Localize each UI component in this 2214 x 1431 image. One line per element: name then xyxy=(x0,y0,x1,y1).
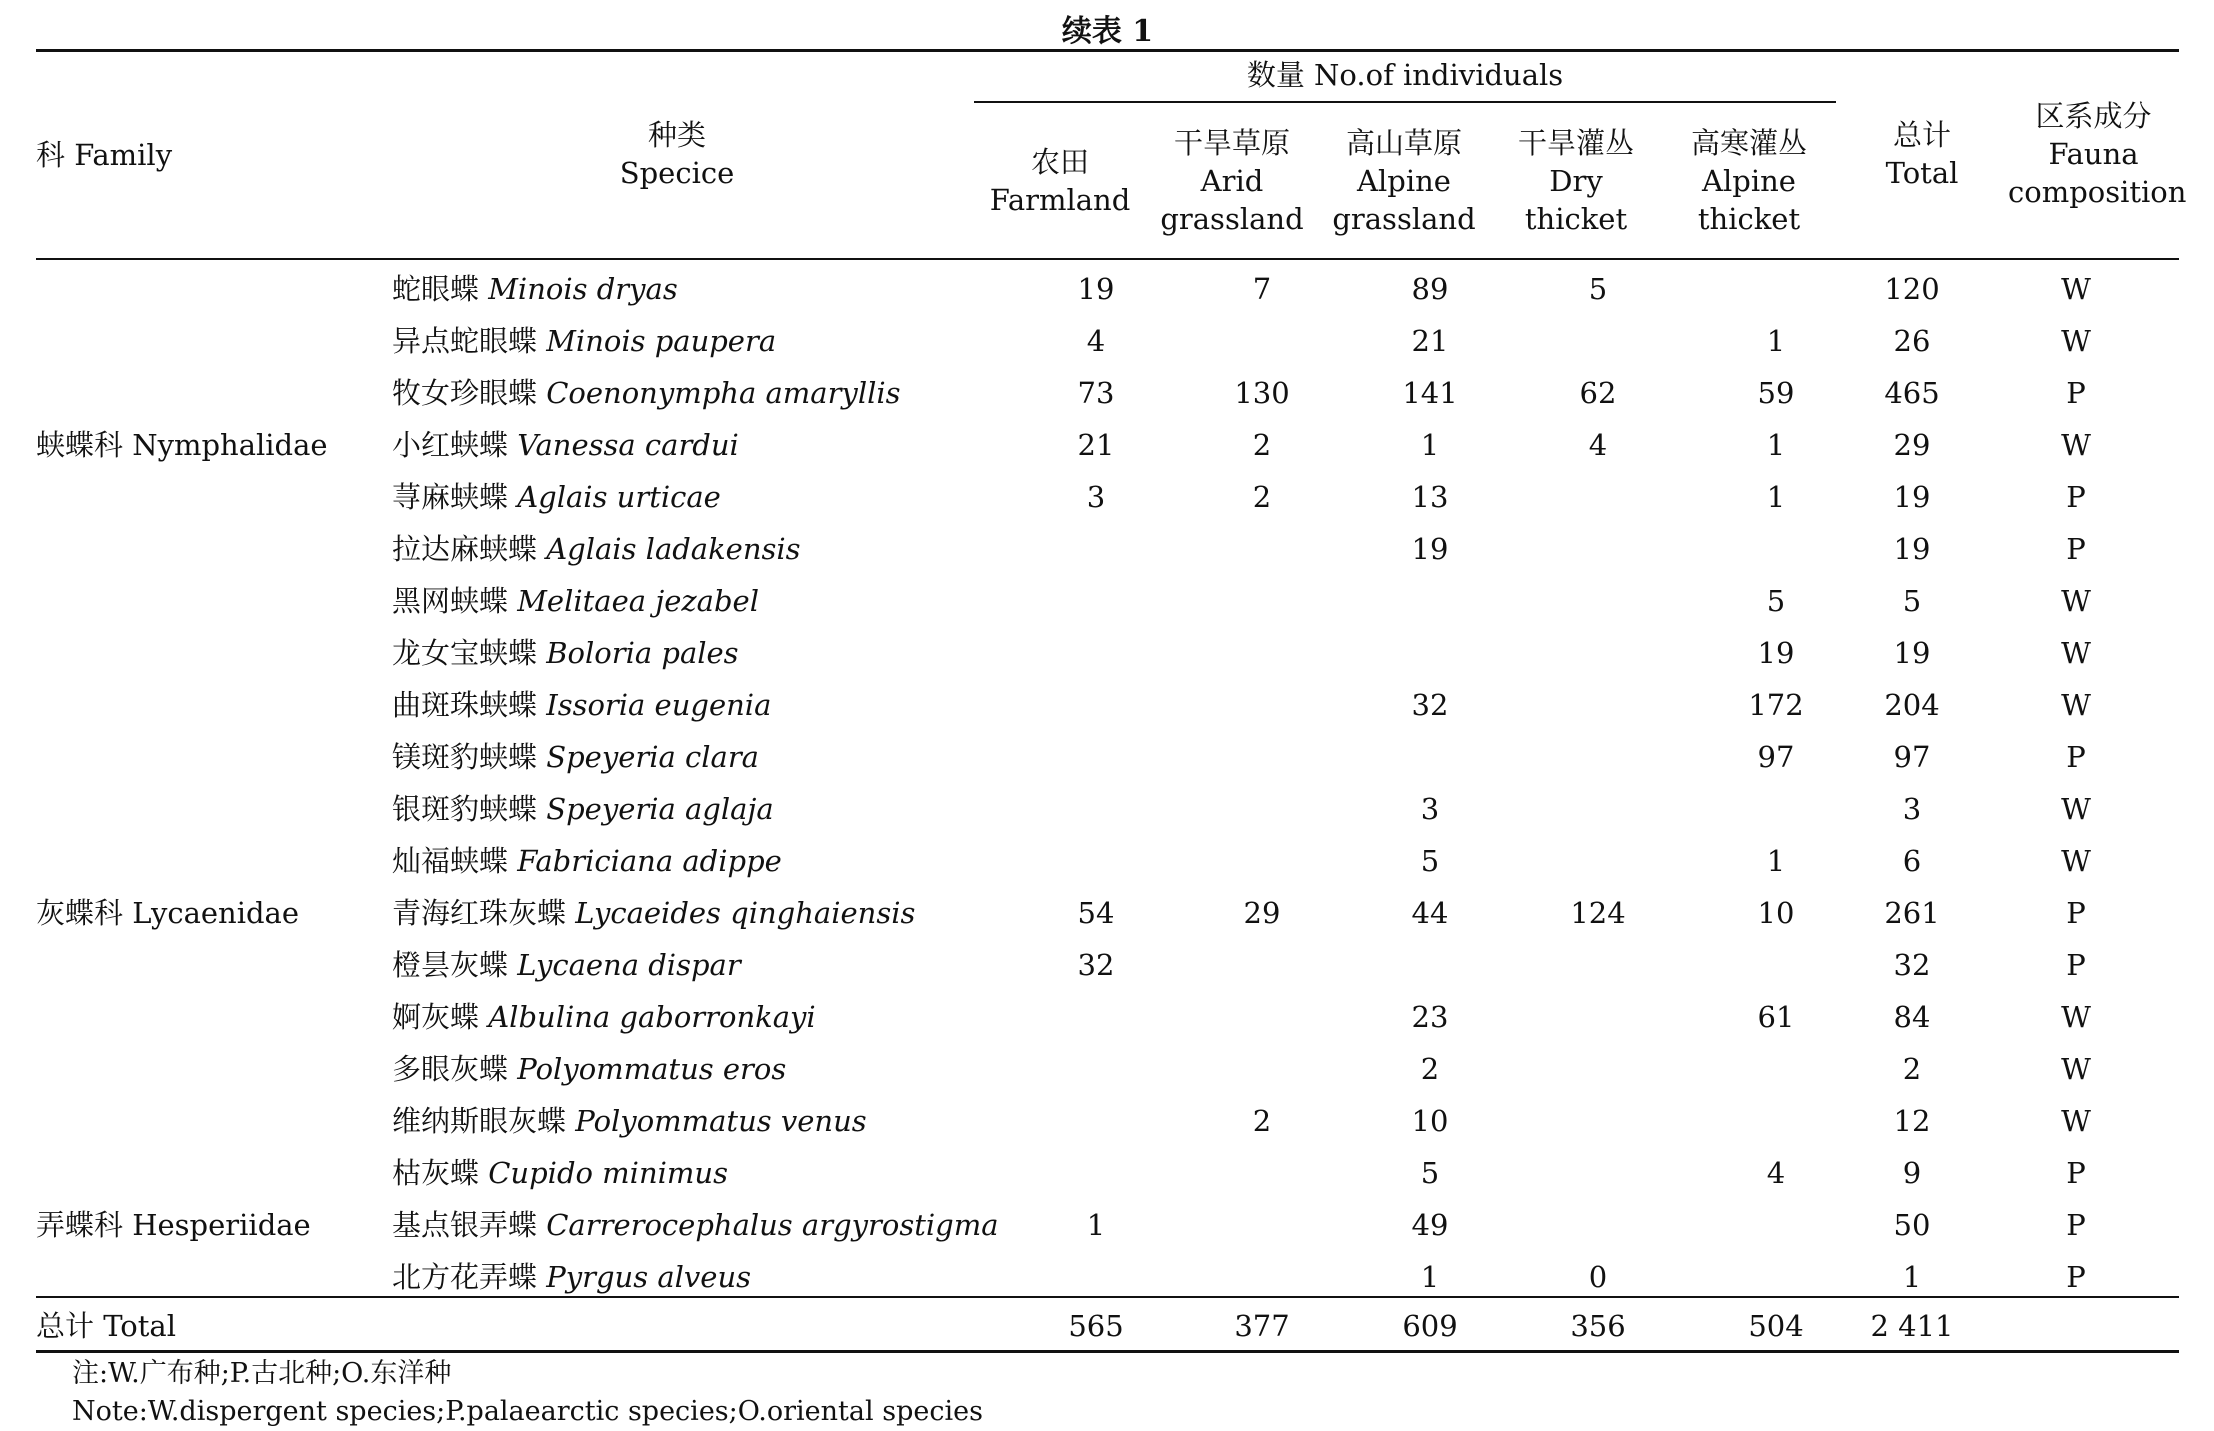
fauna-cell: P xyxy=(2066,948,2086,982)
total-cell: 1 xyxy=(1902,1260,1922,1294)
table-row xyxy=(36,627,2179,679)
fauna-cell: P xyxy=(2066,1260,2086,1294)
table-page xyxy=(36,0,2187,1428)
count-cell xyxy=(1716,263,1836,315)
count-cell xyxy=(1036,1251,1156,1303)
count-cell: 141 xyxy=(1402,376,1458,410)
species-name xyxy=(392,523,801,575)
fauna-cell: W xyxy=(2061,1000,2091,1034)
count-cell xyxy=(1538,315,1658,367)
species-header xyxy=(392,116,962,192)
count-cell: 10 xyxy=(1757,896,1795,930)
species-cn: 黑网蛱蝶 xyxy=(392,584,509,618)
count-cell xyxy=(1538,471,1658,523)
count-cell xyxy=(1202,1147,1322,1199)
count-cell: 32 xyxy=(1411,688,1449,722)
count-cell xyxy=(1202,835,1322,887)
total-cell: 204 xyxy=(1884,688,1940,722)
species-name xyxy=(392,679,771,731)
table-row xyxy=(36,1095,2179,1147)
count-cell: 172 xyxy=(1748,688,1804,722)
count-cell xyxy=(1036,679,1156,731)
table-row xyxy=(36,1199,2179,1251)
species-name xyxy=(392,1199,999,1251)
family-label: 弄蝶科 Hesperiidae xyxy=(36,1208,311,1242)
count-cell xyxy=(1202,1043,1322,1095)
total-count-cell: 609 xyxy=(1402,1309,1458,1343)
fauna-cell: P xyxy=(2066,376,2086,410)
individuals-group-header: 数量 No.of individuals xyxy=(1246,58,1564,92)
total-cell: 6 xyxy=(1902,844,1922,878)
count-cell: 21 xyxy=(1077,428,1115,462)
fauna-cell: P xyxy=(2066,480,2086,514)
count-cell: 130 xyxy=(1234,376,1290,410)
col-header-alpine-thicket: 高寒灌丛 Alpine thicket xyxy=(1690,126,1807,236)
count-cell xyxy=(1202,575,1322,627)
species-name xyxy=(392,367,901,419)
table-row xyxy=(36,835,2179,887)
total-row xyxy=(36,1300,2179,1352)
fauna-cell: W xyxy=(2061,844,2091,878)
species-latin: Albulina gaborronkayi xyxy=(488,1000,816,1034)
fauna-cell: W xyxy=(2061,584,2091,618)
total-cell: 3 xyxy=(1902,792,1922,826)
count-cell xyxy=(1202,939,1322,991)
count-cell: 4 xyxy=(1766,1156,1786,1190)
count-cell xyxy=(1370,627,1490,679)
table-row xyxy=(36,939,2179,991)
species-name xyxy=(392,1251,751,1303)
total-cell: 97 xyxy=(1893,740,1931,774)
count-cell: 32 xyxy=(1077,948,1115,982)
count-cell xyxy=(1716,1199,1836,1251)
fauna-cell: P xyxy=(2066,896,2086,930)
total-cell: 465 xyxy=(1884,376,1940,410)
count-cell: 19 xyxy=(1077,272,1115,306)
species-cn: 基点银弄蝶 xyxy=(392,1208,538,1242)
count-cell xyxy=(1538,783,1658,835)
species-latin: Minois dryas xyxy=(488,272,678,306)
count-cell xyxy=(1538,627,1658,679)
total-count-cell: 504 xyxy=(1748,1309,1804,1343)
species-name xyxy=(392,575,759,627)
fauna-cell: W xyxy=(2061,688,2091,722)
count-cell xyxy=(1538,939,1658,991)
fauna-cell: P xyxy=(2066,532,2086,566)
fauna-cell: W xyxy=(2061,636,2091,670)
table-row xyxy=(36,471,2179,523)
species-cn: 银斑豹蛱蝶 xyxy=(392,792,538,826)
count-cell xyxy=(1202,783,1322,835)
species-cn: 婀灰蝶 xyxy=(392,1000,480,1034)
species-cn: 异点蛇眼蝶 xyxy=(392,324,538,358)
group-subrule xyxy=(974,101,1836,103)
count-cell xyxy=(1202,315,1322,367)
fauna-cell: W xyxy=(2061,272,2091,306)
count-cell: 2 xyxy=(1252,428,1272,462)
count-cell: 5 xyxy=(1766,584,1786,618)
fauna-cell: W xyxy=(2061,1052,2091,1086)
fauna-cell: W xyxy=(2061,1104,2091,1138)
count-cell: 89 xyxy=(1411,272,1449,306)
species-name xyxy=(392,315,776,367)
species-cn: 曲斑珠蛱蝶 xyxy=(392,688,538,722)
table-row xyxy=(36,679,2179,731)
count-cell xyxy=(1036,835,1156,887)
count-cell xyxy=(1202,1251,1322,1303)
count-cell xyxy=(1538,1147,1658,1199)
species-latin: Boloria pales xyxy=(546,636,739,670)
species-header-en: Specice xyxy=(619,156,735,190)
count-cell xyxy=(1036,991,1156,1043)
table-row xyxy=(36,991,2179,1043)
count-cell: 1 xyxy=(1766,480,1786,514)
species-cn: 多眼灰蝶 xyxy=(392,1052,509,1086)
count-cell xyxy=(1538,1199,1658,1251)
total-cell: 19 xyxy=(1893,480,1931,514)
count-cell: 54 xyxy=(1077,896,1115,930)
count-cell: 3 xyxy=(1086,480,1106,514)
count-cell xyxy=(1538,1043,1658,1095)
count-cell: 1 xyxy=(1420,428,1440,462)
total-cell: 19 xyxy=(1893,532,1931,566)
count-cell xyxy=(1370,731,1490,783)
total-cell: 12 xyxy=(1893,1104,1931,1138)
species-name xyxy=(392,783,774,835)
species-header-cn: 种类 xyxy=(647,118,706,152)
count-cell xyxy=(1716,783,1836,835)
count-cell xyxy=(1036,1043,1156,1095)
table-row xyxy=(36,263,2179,315)
count-cell: 1 xyxy=(1766,324,1786,358)
species-cn: 青海红珠灰蝶 xyxy=(392,896,567,930)
species-name xyxy=(392,419,739,471)
table-row xyxy=(36,1043,2179,1095)
count-cell xyxy=(1036,1147,1156,1199)
count-cell: 3 xyxy=(1420,792,1440,826)
species-latin: Minois paupera xyxy=(546,324,777,358)
header-rule xyxy=(36,258,2179,260)
species-cn: 灿福蛱蝶 xyxy=(392,844,509,878)
count-cell xyxy=(1202,991,1322,1043)
table-row xyxy=(36,783,2179,835)
species-latin: Aglais ladakensis xyxy=(546,532,801,566)
table-notes xyxy=(72,1355,983,1431)
col-header-dry-thicket: 干旱灌丛 Dry thicket xyxy=(1517,126,1634,236)
species-name xyxy=(392,887,915,939)
table-row xyxy=(36,419,2179,471)
species-latin: Speyeria clara xyxy=(546,740,759,774)
fauna-cell: P xyxy=(2066,1208,2086,1242)
col-header-alpine-grassland: 高山草原 Alpine grassland xyxy=(1332,126,1476,236)
total-row-label: 总计 Total xyxy=(36,1309,176,1343)
count-cell xyxy=(1538,731,1658,783)
fauna-cell: W xyxy=(2061,428,2091,462)
count-cell xyxy=(1716,523,1836,575)
species-cn: 小红蛱蝶 xyxy=(392,428,509,462)
count-cell xyxy=(1036,523,1156,575)
count-cell: 19 xyxy=(1411,532,1449,566)
species-latin: Issoria eugenia xyxy=(546,688,772,722)
table-row xyxy=(36,1251,2179,1303)
total-cell: 32 xyxy=(1893,948,1931,982)
count-cell: 2 xyxy=(1252,1104,1272,1138)
count-cell xyxy=(1538,991,1658,1043)
note-en: Note:W.dispergent species;P.palaearctic species;O.oriental species xyxy=(72,1396,983,1427)
species-latin: Coenonympha amaryllis xyxy=(546,376,901,410)
col-header-farmland: 农田 Farmland xyxy=(989,145,1131,217)
count-cell: 19 xyxy=(1757,636,1795,670)
count-cell: 44 xyxy=(1411,896,1449,930)
total-cell: 9 xyxy=(1902,1156,1922,1190)
col-header-fauna: 区系成分 Fauna composition xyxy=(2008,99,2187,209)
total-cell: 261 xyxy=(1884,896,1940,930)
count-cell: 1 xyxy=(1766,428,1786,462)
total-cell: 84 xyxy=(1893,1000,1931,1034)
count-cell: 49 xyxy=(1411,1208,1449,1242)
count-cell: 23 xyxy=(1411,1000,1449,1034)
count-cell xyxy=(1202,1199,1322,1251)
family-header: 科 Family xyxy=(36,138,173,172)
species-latin: Melitaea jezabel xyxy=(517,584,759,618)
total-cell: 120 xyxy=(1884,272,1940,306)
species-name xyxy=(392,263,678,315)
count-cell xyxy=(1202,679,1322,731)
species-latin: Lycaena dispar xyxy=(517,948,741,982)
table-body xyxy=(36,263,2179,1303)
total-count-cell: 356 xyxy=(1570,1309,1626,1343)
species-name xyxy=(392,471,721,523)
species-cn: 牧女珍眼蝶 xyxy=(392,376,538,410)
count-cell: 61 xyxy=(1757,1000,1795,1034)
species-cn: 枯灰蝶 xyxy=(392,1156,480,1190)
species-cn: 龙女宝蛱蝶 xyxy=(392,636,538,670)
species-cn: 北方花弄蝶 xyxy=(392,1260,538,1294)
count-cell: 2 xyxy=(1420,1052,1440,1086)
species-latin: Aglais urticae xyxy=(517,480,721,514)
species-name xyxy=(392,939,741,991)
col-header-total: 总计 Total xyxy=(1885,118,1959,190)
grand-total-cell: 2 411 xyxy=(1870,1309,1954,1343)
count-cell xyxy=(1202,627,1322,679)
table-row xyxy=(36,367,2179,419)
species-latin: Polyommatus venus xyxy=(575,1104,867,1138)
count-cell: 29 xyxy=(1243,896,1281,930)
count-cell xyxy=(1036,1095,1156,1147)
count-cell: 5 xyxy=(1420,844,1440,878)
species-latin: Speyeria aglaja xyxy=(546,792,774,826)
species-name xyxy=(392,991,816,1043)
total-cell: 19 xyxy=(1893,636,1931,670)
species-name xyxy=(392,1095,867,1147)
count-cell xyxy=(1716,1095,1836,1147)
species-cn: 荨麻蛱蝶 xyxy=(392,480,509,514)
count-cell xyxy=(1716,939,1836,991)
count-cell xyxy=(1036,731,1156,783)
count-cell: 62 xyxy=(1579,376,1617,410)
table-row xyxy=(36,1147,2179,1199)
fauna-cell: W xyxy=(2061,324,2091,358)
count-cell xyxy=(1538,575,1658,627)
count-cell: 124 xyxy=(1570,896,1626,930)
fauna-cell: W xyxy=(2061,792,2091,826)
count-cell xyxy=(1370,939,1490,991)
family-label: 灰蝶科 Lycaenidae xyxy=(36,896,300,930)
species-name xyxy=(392,1147,728,1199)
species-name xyxy=(392,835,782,887)
count-cell: 21 xyxy=(1411,324,1449,358)
count-cell: 5 xyxy=(1420,1156,1440,1190)
count-cell xyxy=(1036,575,1156,627)
count-cell: 0 xyxy=(1588,1260,1608,1294)
species-cn: 镁斑豹蛱蝶 xyxy=(392,740,538,774)
table-row xyxy=(36,575,2179,627)
count-cell: 1 xyxy=(1766,844,1786,878)
note-cn: 注:W.广布种;P.古北种;O.东洋种 xyxy=(72,1358,452,1389)
count-cell: 5 xyxy=(1588,272,1608,306)
total-count-cell: 565 xyxy=(1068,1309,1124,1343)
table-row xyxy=(36,887,2179,939)
count-cell xyxy=(1538,679,1658,731)
species-name xyxy=(392,1043,786,1095)
count-cell xyxy=(1538,835,1658,887)
table-row xyxy=(36,523,2179,575)
species-cn: 橙昙灰蝶 xyxy=(392,948,509,982)
count-cell xyxy=(1716,1251,1836,1303)
count-cell: 2 xyxy=(1252,480,1272,514)
table-caption: 续表 1 xyxy=(1061,14,1154,49)
fauna-cell: P xyxy=(2066,1156,2086,1190)
count-cell: 73 xyxy=(1077,376,1115,410)
species-latin: Pyrgus alveus xyxy=(546,1260,752,1294)
species-latin: Fabriciana adippe xyxy=(517,844,782,878)
count-cell xyxy=(1036,783,1156,835)
species-latin: Carrerocephalus argyrostigma xyxy=(546,1208,999,1242)
species-cn: 拉达麻蛱蝶 xyxy=(392,532,538,566)
family-label: 蛱蝶科 Nymphalidae xyxy=(36,428,328,462)
count-cell xyxy=(1716,1043,1836,1095)
count-cell: 4 xyxy=(1588,428,1608,462)
count-cell xyxy=(1202,523,1322,575)
total-cell: 29 xyxy=(1893,428,1931,462)
total-cell: 5 xyxy=(1902,584,1922,618)
total-cell: 2 xyxy=(1902,1052,1922,1086)
count-cell xyxy=(1538,1095,1658,1147)
top-rule xyxy=(36,49,2179,52)
total-count-cell: 377 xyxy=(1234,1309,1290,1343)
species-latin: Polyommatus eros xyxy=(517,1052,787,1086)
count-cell: 97 xyxy=(1757,740,1795,774)
table-row xyxy=(36,731,2179,783)
species-name xyxy=(392,627,739,679)
count-cell: 59 xyxy=(1757,376,1795,410)
species-latin: Cupido minimus xyxy=(488,1156,728,1190)
species-name xyxy=(392,731,759,783)
count-cell xyxy=(1036,627,1156,679)
fauna-cell: P xyxy=(2066,740,2086,774)
count-cell xyxy=(1202,731,1322,783)
count-cell: 1 xyxy=(1420,1260,1440,1294)
count-cell xyxy=(1538,523,1658,575)
species-latin: Vanessa cardui xyxy=(517,428,739,462)
count-cell: 10 xyxy=(1411,1104,1449,1138)
table-row xyxy=(36,315,2179,367)
count-cell xyxy=(1370,575,1490,627)
col-header-arid-grassland: 干旱草原 Arid grassland xyxy=(1160,126,1304,236)
total-cell: 50 xyxy=(1893,1208,1931,1242)
total-cell: 26 xyxy=(1893,324,1931,358)
count-cell: 4 xyxy=(1086,324,1106,358)
count-cell: 7 xyxy=(1252,272,1272,306)
species-cn: 维纳斯眼灰蝶 xyxy=(392,1104,567,1138)
count-cell: 13 xyxy=(1411,480,1449,514)
species-cn: 蛇眼蝶 xyxy=(392,272,480,306)
count-cell: 1 xyxy=(1086,1208,1106,1242)
species-latin: Lycaeides qinghaiensis xyxy=(575,896,916,930)
